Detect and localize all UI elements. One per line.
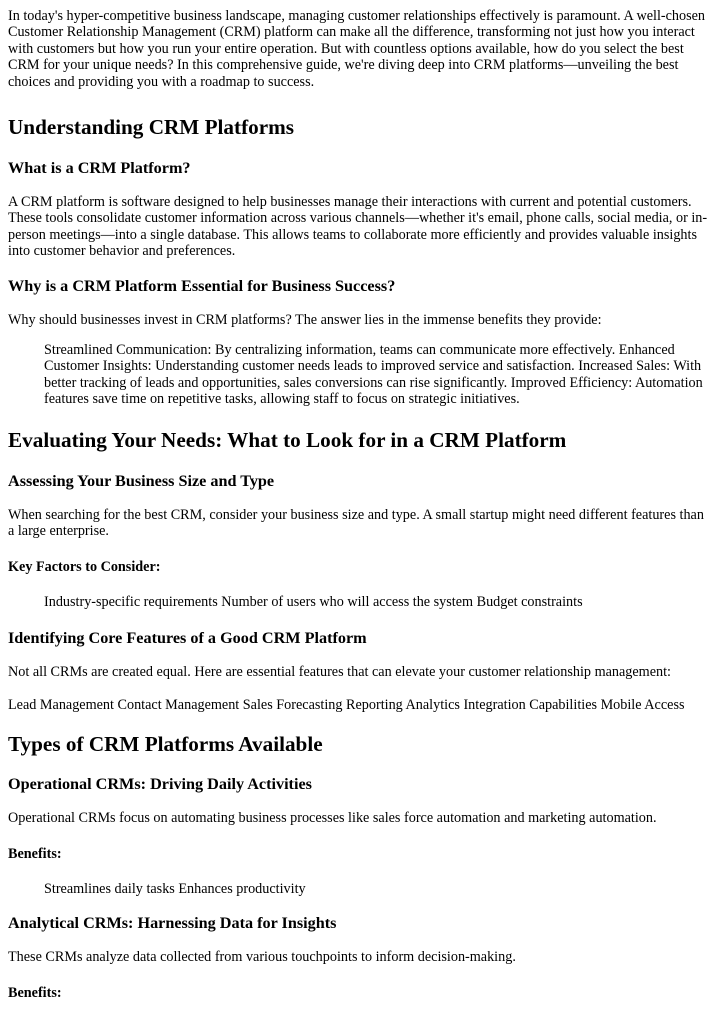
section-title-understanding: Understanding CRM Platforms [8,115,295,140]
subsection-title-what-is-crm: What is a CRM Platform? [8,159,191,178]
paragraph-core-features-list: Lead Management Contact Management Sales Forecasting Reporting Analytics Integration Capabilities Mobile Access [8,696,685,713]
heading-key-factors: Key Factors to Consider: [8,558,161,575]
subsection-title-core-features: Identifying Core Features of a Good CRM Platform [8,629,367,648]
paragraph-core-features: Not all CRMs are created equal. Here are essential features that can elevate your customer relationship management: [8,664,671,681]
section-title-types-of-crm: Types of CRM Platforms Available [8,732,323,757]
blockquote-key-factors: Industry-specific requirements Number of users who will access the system Budget constraints [44,593,583,610]
paragraph-assessing-size: When searching for the best CRM, consider your business size and type. A small startup might need different features than a large enterprise. [8,506,704,540]
heading-analytical-benefits: Benefits: [8,984,62,1001]
subsection-title-operational-crm: Operational CRMs: Driving Daily Activities [8,775,312,794]
section-title-evaluating-needs: Evaluating Your Needs: What to Look for in a CRM Platform [8,427,567,452]
subsection-title-assessing-size: Assessing Your Business Size and Type [8,471,275,490]
paragraph-analytical-crm: These CRMs analyze data collected from various touchpoints to inform decision-making. [8,949,516,966]
paragraph-why-essential: Why should businesses invest in CRM platforms? The answer lies in the immense benefits they provide: [8,311,602,328]
blockquote-benefits-list: Streamlined Communication: By centralizing information, teams can communicate more effectively. Enhanced Customer Insights: Understanding customer needs leads to improved service and satisfaction. Increased Sales: With better tracking of leads and opportunities, sales conversions can rise significantly. Improved Efficiency: Automation features save time on repetitive tasks, allowing staff to focus on strategic initiatives. [44,342,703,408]
paragraph-operational-crm: Operational CRMs focus on automating business processes like sales force automation and marketing automation. [8,810,657,827]
subsection-title-analytical-crm: Analytical CRMs: Harnessing Data for Insights [8,914,337,933]
heading-operational-benefits: Benefits: [8,845,62,862]
paragraph-what-is-crm: A CRM platform is software designed to help businesses manage their interactions with current and potential customers. These tools consolidate customer information across various channels—whether it's email, phone calls, social media, or in-person meetings—into a single database. This allows teams to collaborate more efficiently and provides valuable insights into customer behavior and preferences. [8,194,708,260]
blockquote-operational-benefits: Streamlines daily tasks Enhances productivity [44,880,306,897]
intro-paragraph: In today's hyper-competitive business landscape, managing customer relationships effectively is paramount. A well-chosen Customer Relationship Management (CRM) platform can make all the difference, transforming not just how you interact with customers but how you run your entire operation. But with countless options available, how do you select the best CRM for your unique needs? In this comprehensive guide, we're diving deep into CRM platforms—unveiling the best choices and providing you with a roadmap to success. [8,8,706,90]
subsection-title-why-essential: Why is a CRM Platform Essential for Business Success? [8,276,396,295]
